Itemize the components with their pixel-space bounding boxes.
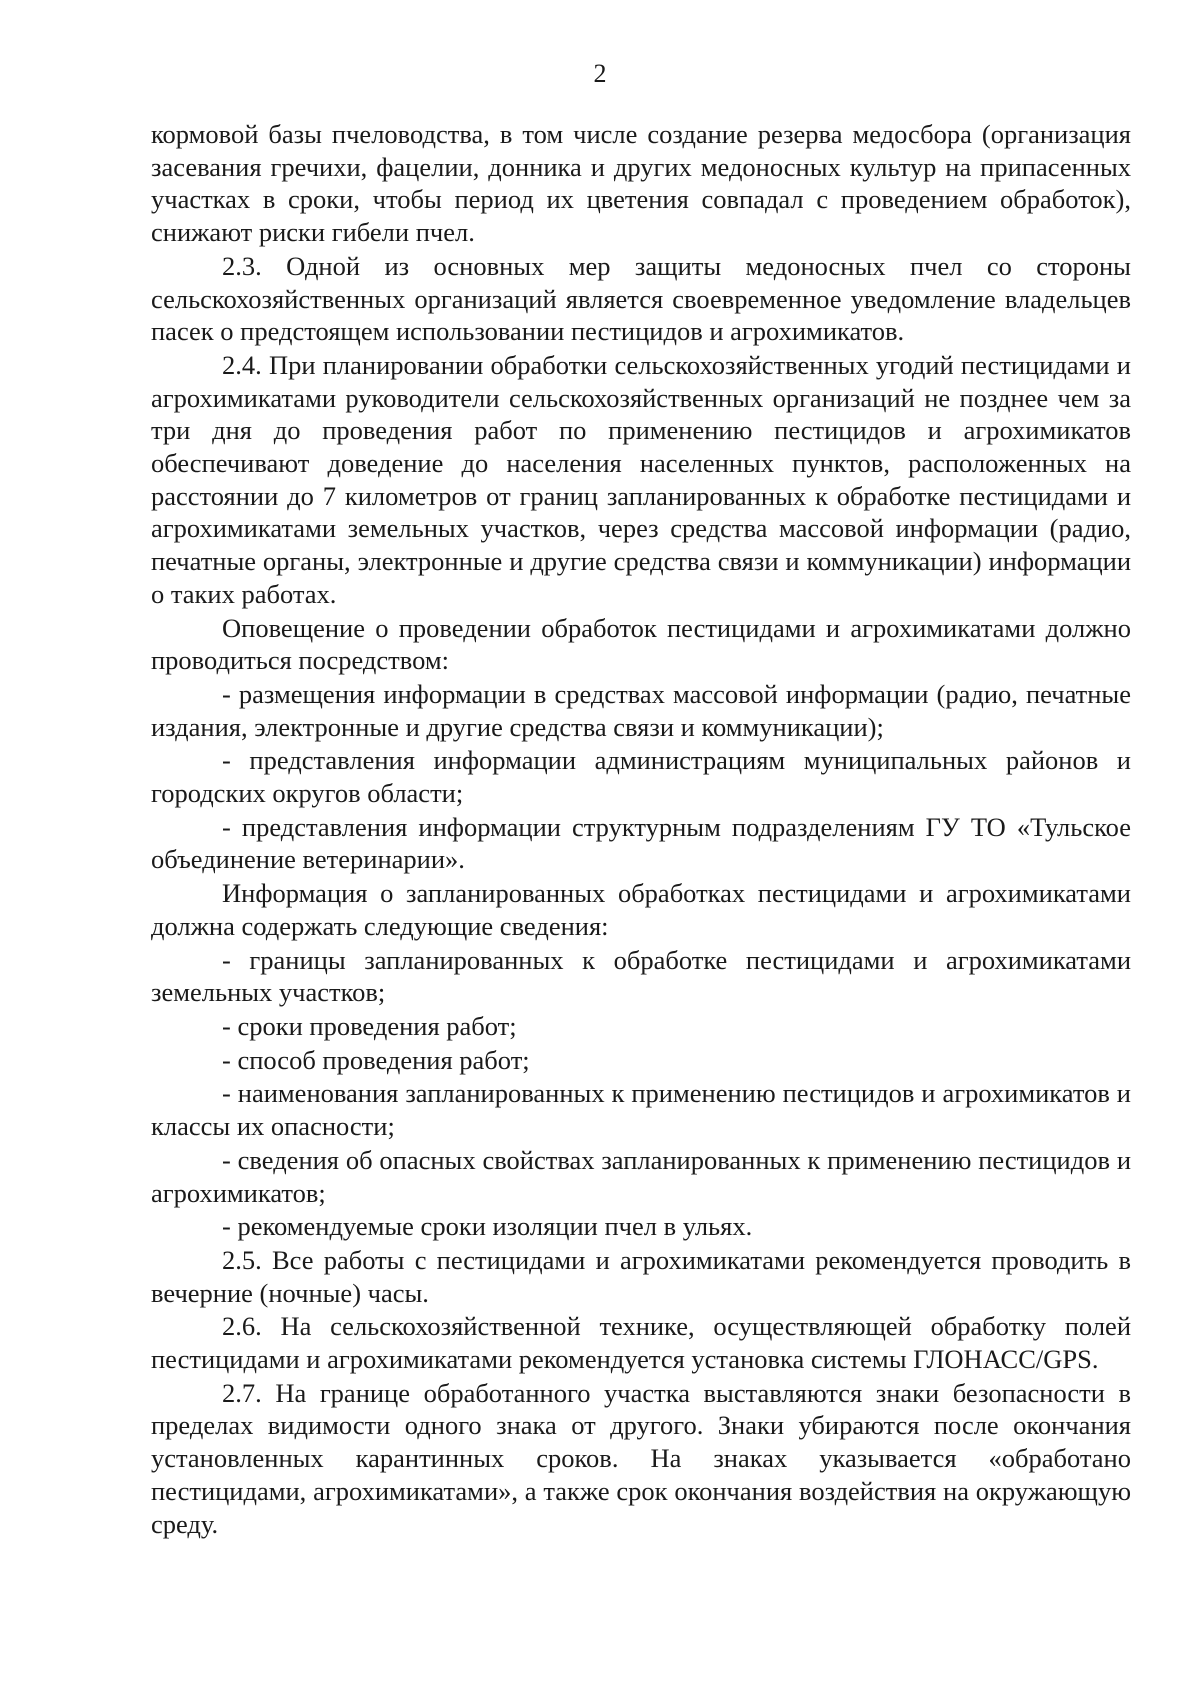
paragraph-bee-forage: кормовой базы пчеловодства, в том числе создание резерва медосбора (организация засевания гречихи, фацелии, донника и других медоносных культур на припасенных участках в сроки, чтобы период их цветения совпадал с проведением обработок), снижают риски гибели пчел.	[151, 119, 1131, 248]
paragraph-notification-methods: Оповещение о проведении обработок пестицидами и агрохимикатами должно проводиться посредством:	[151, 612, 1131, 676]
paragraph-2-3: 2.3. Одной из основных мер защиты медоносных пчел со стороны сельскохозяйственных организаций является своевременное уведомление владельцев пасек о предстоящем использовании пестицидов и агрохимикатов.	[151, 250, 1131, 347]
page-number: 2	[593, 59, 607, 88]
list-item-veterinary: - представления информации структурным подразделениям ГУ ТО «Тульское объединение ветеринарии».	[151, 811, 1131, 875]
paragraph-2-5: 2.5. Все работы с пестицидами и агрохимикатами рекомендуется проводить в вечерние (ночные) часы.	[151, 1244, 1131, 1308]
paragraph-2-6: 2.6. На сельскохозяйственной технике, осуществляющей обработку полей пестицидами и агрохимикатами рекомендуется установка системы ГЛОНАСС/GPS.	[151, 1311, 1131, 1375]
list-item-administrations: - представления информации администрациям муниципальных районов и городских округов области;	[151, 745, 1131, 809]
list-item-dates: - сроки проведения работ;	[222, 1010, 517, 1041]
list-item-boundaries: - границы запланированных к обработке пестицидами и агрохимикатами земельных участков;	[151, 944, 1131, 1008]
paragraph-2-4: 2.4. При планировании обработки сельскохозяйственных угодий пестицидами и агрохимикатами руководители сельскохозяйственных организаций не позднее чем за три дня до проведения работ по применению пестицидов и агрохимикатов обеспечивают доведение до населения населенных пунктов, расположенных на расстоянии до 7 километров от границ запланированных к обработке пестицидами и агрохимикатами земельных участков, через средства массовой информации (радио, печатные органы, электронные и другие средства связи и коммуникации) информации о таких работах.	[151, 349, 1131, 609]
list-item-hazard-properties: - сведения об опасных свойствах запланированных к применению пестицидов и агрохимикатов;	[151, 1144, 1131, 1208]
paragraph-2-7: 2.7. На границе обработанного участка выставляются знаки безопасности в пределах видимости одного знака от другого. Знаки убираются после окончания установленных карантинных сроков. На знаках указывается «обработано пестицидами, агрохимикатами», а также срок окончания воздействия на окружающую среду.	[151, 1377, 1131, 1539]
paragraph-information-content: Информация о запланированных обработках пестицидами и агрохимикатами должна содержать следующие сведения:	[151, 878, 1131, 941]
list-item-isolation: - рекомендуемые сроки изоляции пчел в ульях.	[222, 1211, 753, 1242]
document-body	[151, 118, 1131, 1540]
list-item-names-classes: - наименования запланированных к применению пестицидов и агрохимикатов и классы их опасности;	[151, 1078, 1131, 1142]
list-item-method: - способ проведения работ;	[222, 1044, 530, 1075]
list-item-mass-media: - размещения информации в средствах массовой информации (радио, печатные издания, электронные и другие средства связи и коммуникации);	[151, 678, 1131, 742]
